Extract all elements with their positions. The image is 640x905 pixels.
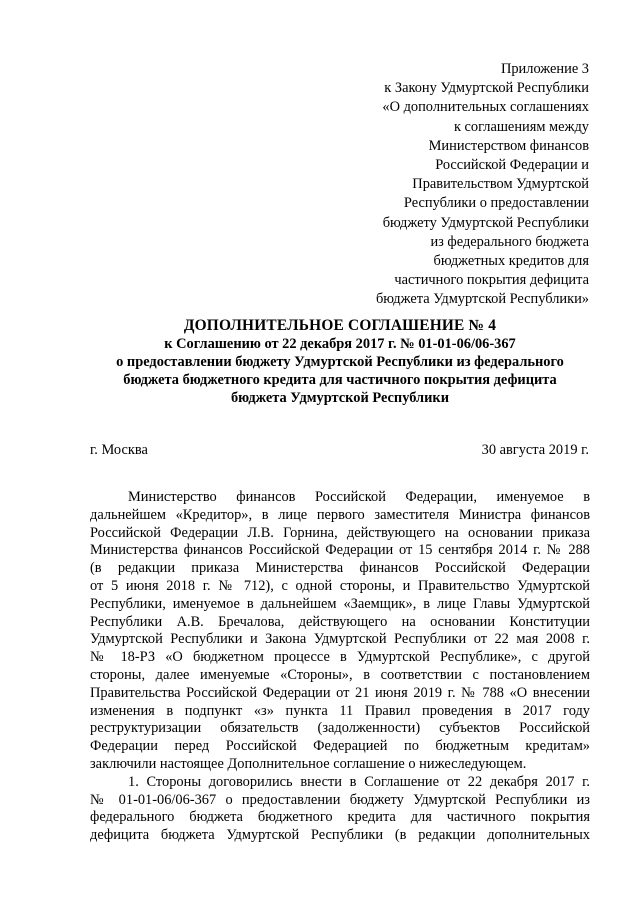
title-line: к Соглашению от 22 декабря 2017 г. № 01-01-06/06-367 bbox=[164, 336, 516, 352]
appendix-line: Приложение 3 bbox=[500, 61, 589, 77]
appendix-line: к Закону Удмуртской Республики bbox=[384, 80, 589, 97]
body-line: Республики А.В. Бречалова, действующего на основании Конституции bbox=[90, 613, 590, 630]
appendix-line: Республики о предоставлении bbox=[403, 195, 589, 212]
title-line: бюджета Удмуртской Республики bbox=[230, 390, 450, 406]
appendix-line: Министерством финансов bbox=[428, 137, 589, 154]
body-line: Правительства Российской Федерации от 21 июня 2019 г. № 788 «О внесении bbox=[90, 684, 590, 701]
appendix-line: бюджету Удмуртской Республики bbox=[382, 214, 589, 231]
body-text bbox=[90, 489, 590, 845]
body-line: изменения в подпункт «з» пункта 11 Правил проведения в 2017 году bbox=[90, 702, 590, 719]
date-text: 30 августа 2019 г. bbox=[481, 442, 589, 458]
body-line: реструктуризации обязательств (задолженности) субъектов Российской bbox=[90, 720, 590, 737]
appendix-line: Российской Федерации и bbox=[435, 157, 589, 174]
body-line: дефицита бюджета Удмуртской Республики (в редакции дополнительных bbox=[90, 827, 590, 844]
title-line: о предоставлении бюджету Удмуртской Республики из федерального bbox=[116, 354, 564, 370]
body-line: (в редакции приказа Министерства финансов Российской Федерации bbox=[90, 560, 590, 577]
body-line: Удмуртской Республики и Закона Удмуртской Республики от 22 мая 2008 г. bbox=[90, 631, 590, 648]
body-line: заключили настоящее Дополнительное соглашение о нижеследующем. bbox=[90, 755, 527, 772]
title-heading: ДОПОЛНИТЕЛЬНОЕ СОГЛАШЕНИЕ № 4 bbox=[183, 317, 497, 334]
body-line: дальнейшем «Кредитор», в лице первого заместителя Министра финансов bbox=[90, 506, 590, 523]
body-line: № 18-РЗ «О бюджетном процессе в Удмуртской Республике», с другой bbox=[90, 649, 590, 666]
appendix-header bbox=[300, 60, 589, 310]
body-line: федерального бюджета бюджетного кредита для частичного покрытия bbox=[90, 809, 590, 826]
body-line: Республики, именуемое в дальнейшем «Заемщик», в лице Главы Удмуртской bbox=[90, 595, 590, 612]
appendix-line: «О дополнительных соглашениях bbox=[382, 99, 589, 116]
title-line: бюджета бюджетного кредита для частичного покрытия дефицита bbox=[123, 372, 557, 388]
appendix-line: бюджета Удмуртской Республики» bbox=[375, 291, 589, 308]
body-line: 1. Стороны договорились внести в Соглашение от 22 декабря 2017 г. bbox=[128, 773, 590, 790]
body-line: Федерации перед Российской Федерацией по бюджетным кредитам» bbox=[90, 738, 590, 755]
place-text: г. Москва bbox=[90, 442, 148, 458]
body-line: стороны, далее именуемые «Стороны», в соответствии с постановлением bbox=[90, 666, 590, 683]
body-line: № 01-01-06/06-367 о предоставлении бюджету Удмуртской Республики из bbox=[90, 791, 590, 808]
body-line: Российской Федерации Л.В. Горнина, действующего на основании приказа bbox=[90, 524, 590, 541]
document-title bbox=[90, 317, 590, 407]
appendix-line: Правительством Удмуртской bbox=[412, 176, 589, 193]
body-line: Министерство финансов Российской Федерации, именуемое в bbox=[128, 489, 590, 505]
appendix-line: к соглашениям между bbox=[453, 118, 589, 135]
body-line: Министерства финансов Российской Федерации от 15 сентября 2014 г. № 288 bbox=[90, 542, 590, 559]
body-line: от 5 июня 2018 г. № 712), с одной стороны, и Правительство Удмуртской bbox=[90, 577, 590, 594]
appendix-line: частичного покрытия дефицита bbox=[394, 272, 589, 289]
appendix-line: из федерального бюджета bbox=[430, 233, 589, 250]
appendix-line: бюджетных кредитов для bbox=[433, 253, 589, 270]
